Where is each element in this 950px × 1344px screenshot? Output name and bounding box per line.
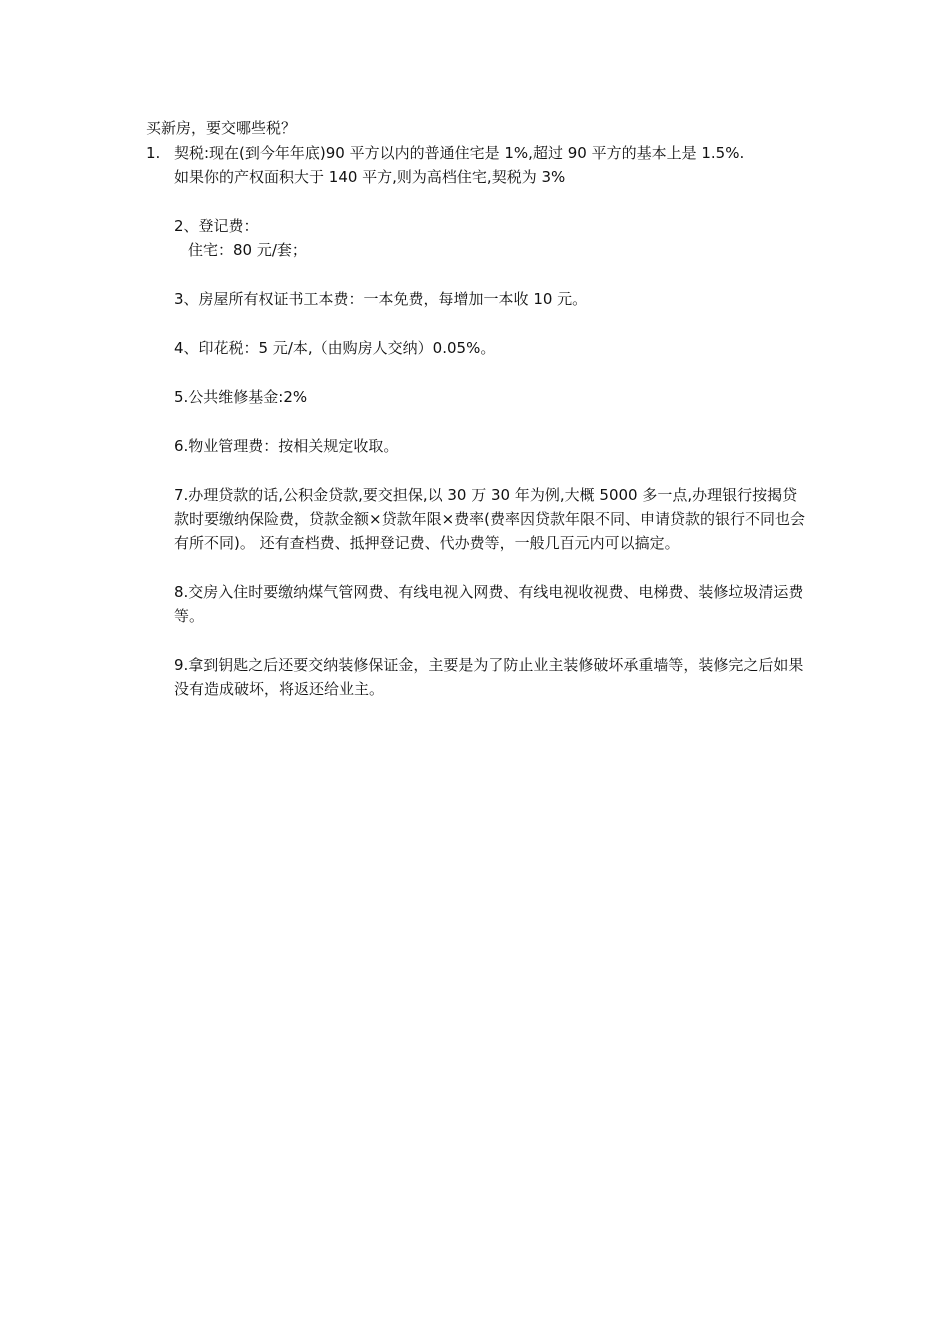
item-maintenance-fund: 5.公共维修基金:2%: [174, 388, 308, 406]
item-property-management-fee: 6.物业管理费：按相关规定收取。: [174, 437, 399, 455]
item-line: 如果你的产权面积大于 140 平方,则为高档住宅,契税为 3%: [174, 168, 566, 186]
document-body: [146, 117, 810, 701]
item-renovation-deposit: 9.拿到钥匙之后还要交纳装修保证金，主要是为了防止业主装修破坏承重墙等，装修完之后如果没有造成破坏，将返还给业主。: [174, 656, 804, 698]
item-stamp-tax: 4、印花税：5 元/本,（由购房人交纳）0.05%。: [174, 339, 496, 357]
item-deed-tax: [146, 141, 810, 189]
item-certificate-fee: 3、房屋所有权证书工本费：一本免费，每增加一本收 10 元。: [174, 290, 588, 308]
document-title: 买新房，要交哪些税？: [146, 119, 297, 137]
item-heading: 2、登记费：: [174, 217, 259, 235]
item-number: 1.: [146, 144, 161, 162]
item-line: 契税:现在(到今年年底)90 平方以内的普通住宅是 1%,超过 90 平方的基本上是 1.5%.: [174, 144, 745, 162]
item-detail: 住宅：80 元/套；: [188, 241, 307, 259]
item-text: [174, 141, 810, 189]
item-registration-fee: [174, 214, 810, 262]
item-loan-fees: 7.办理贷款的话,公积金贷款,要交担保,以 30 万 30 年为例,大概 5000 多一点,办理银行按揭贷款时要缴纳保险费，贷款金额×贷款年限×费率(费率因贷款年限不同、申请贷款的银行不同也会有所不同)。 还有查档费、抵押登记费、代办费等，一般几百元内可以搞定。: [174, 486, 805, 552]
item-move-in-fees: 8.交房入住时要缴纳煤气管网费、有线电视入网费、有线电视收视费、电梯费、装修垃圾清运费等。: [174, 583, 804, 625]
